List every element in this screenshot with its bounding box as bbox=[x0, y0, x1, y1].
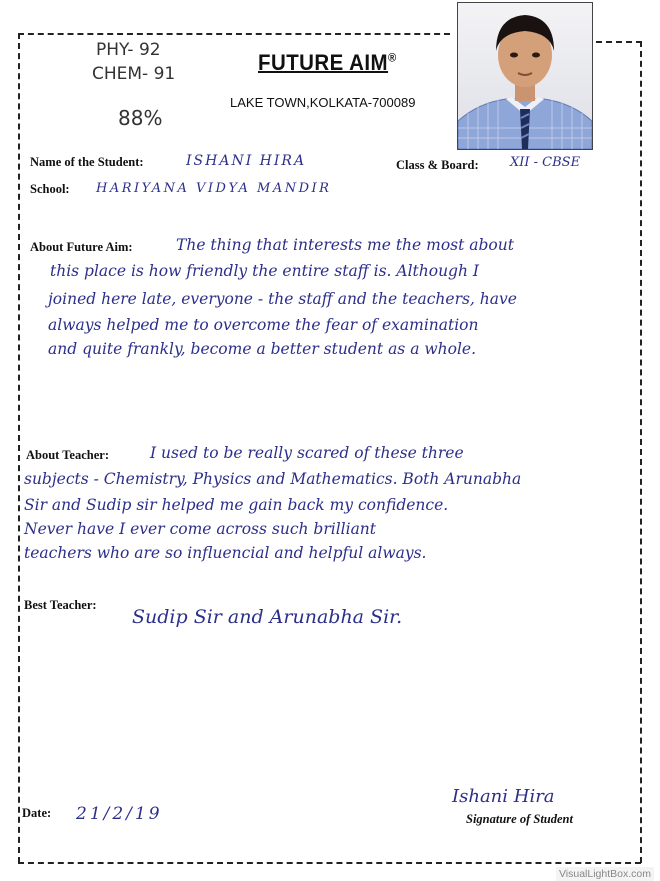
best-teacher-label: Best Teacher: bbox=[24, 598, 97, 612]
date-value: 21/2/19 bbox=[76, 804, 163, 824]
border-top bbox=[18, 33, 450, 35]
registered-mark: ® bbox=[388, 50, 397, 65]
future-aim-line-2: this place is how friendly the entire staff is. Although I bbox=[50, 262, 480, 280]
border-right bbox=[640, 41, 642, 863]
future-aim-line-3: joined here late, everyone - the staff and the teachers, have bbox=[48, 290, 517, 308]
title-text: FUTURE AIM bbox=[258, 50, 389, 75]
border-bottom bbox=[18, 862, 641, 864]
border-top-right bbox=[596, 41, 642, 43]
school-label: School: bbox=[30, 182, 70, 196]
future-aim-line-1: The thing that interests me the most about bbox=[176, 236, 514, 254]
marks-physics: PHY- 92 bbox=[96, 40, 161, 60]
school-name: HARIYANA VIDYA MANDIR bbox=[96, 181, 332, 196]
class-board-value: XII - CBSE bbox=[510, 155, 581, 170]
page-title bbox=[258, 50, 397, 76]
teacher-line-3: Sir and Sudip sir helped me gain back my confidence. bbox=[24, 496, 449, 514]
marks-chemistry: CHEM- 91 bbox=[92, 64, 176, 84]
date-label: Date: bbox=[22, 806, 52, 820]
student-name: ISHANI HIRA bbox=[186, 153, 307, 169]
marks-percentage: 88% bbox=[118, 106, 163, 130]
teacher-line-5: teachers who are so influencial and helpful always. bbox=[24, 544, 427, 562]
class-board-label: Class & Board: bbox=[396, 158, 479, 172]
signature-label: Signature of Student bbox=[466, 812, 573, 826]
future-aim-line-4: always helped me to overcome the fear of examination bbox=[48, 316, 479, 334]
teacher-line-1: I used to be really scared of these three bbox=[150, 444, 464, 462]
about-future-aim-label: About Future Aim: bbox=[30, 240, 133, 254]
student-signature: Ishani Hira bbox=[452, 786, 555, 807]
teacher-line-2: subjects - Chemistry, Physics and Mathematics. Both Arunabha bbox=[24, 470, 522, 488]
address: LAKE TOWN,KOLKATA-700089 bbox=[230, 95, 416, 110]
border-left bbox=[18, 33, 20, 863]
student-photo bbox=[457, 2, 593, 150]
about-teacher-label: About Teacher: bbox=[26, 448, 109, 462]
student-name-label: Name of the Student: bbox=[30, 155, 144, 169]
watermark: VisualLightBox.com bbox=[556, 867, 654, 881]
best-teacher-value: Sudip Sir and Arunabha Sir. bbox=[132, 606, 403, 628]
student-portrait-icon bbox=[458, 3, 592, 149]
future-aim-line-5: and quite frankly, become a better student as a whole. bbox=[48, 340, 476, 358]
teacher-line-4: Never have I ever come across such brilliant bbox=[24, 520, 377, 538]
